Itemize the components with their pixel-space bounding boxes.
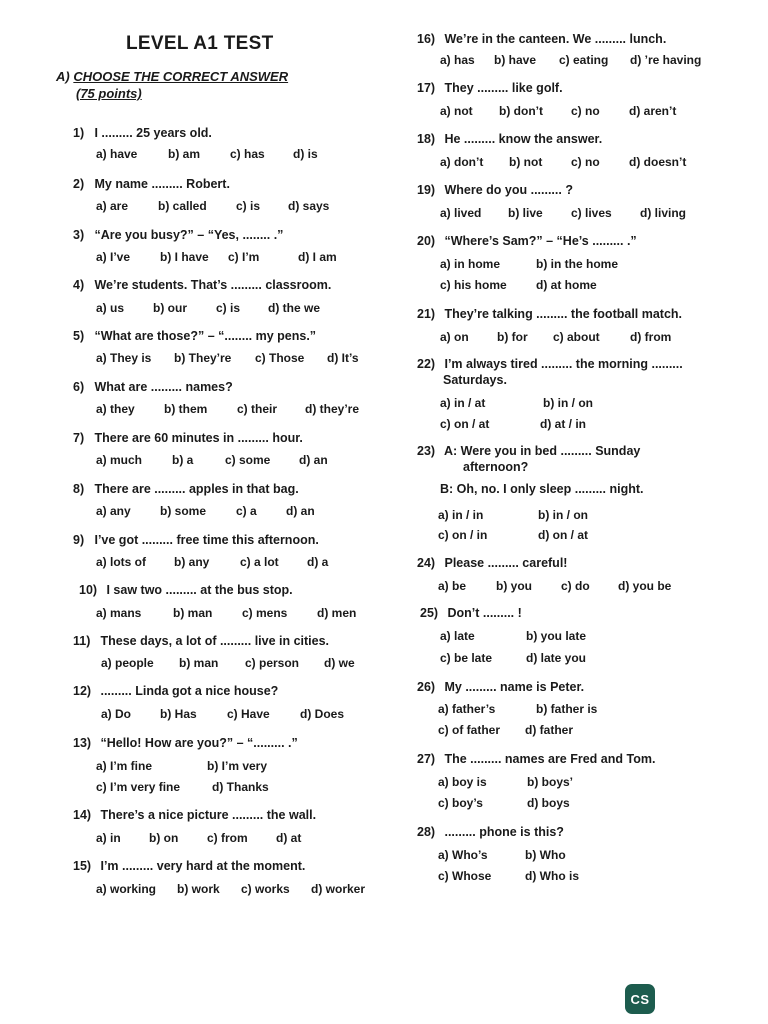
- answer-option[interactable]: d) boys: [527, 796, 570, 810]
- question-text: [417, 825, 564, 839]
- question-prompt: “Hello! How are you?” – “......... .”: [100, 736, 298, 750]
- answer-option[interactable]: a) much: [96, 453, 143, 467]
- question-prompt: My ......... name is Peter.: [444, 680, 585, 694]
- answer-option[interactable]: b) our: [153, 301, 187, 315]
- answer-option[interactable]: d) It’s: [327, 351, 359, 365]
- question-number: 10): [79, 583, 98, 597]
- answer-option[interactable]: a) have: [96, 147, 138, 161]
- answer-option[interactable]: b) I’m very: [207, 759, 268, 773]
- question-number: 9): [73, 533, 85, 547]
- answer-option[interactable]: c) a: [236, 504, 257, 518]
- question-text: [73, 431, 303, 445]
- answer-option[interactable]: b) father is: [536, 702, 598, 716]
- question-prompt: “What are those?” – “........ my pens.”: [94, 329, 317, 343]
- answer-option[interactable]: a) are: [96, 199, 129, 213]
- answer-option[interactable]: a) any: [96, 504, 131, 518]
- answer-option[interactable]: b) man: [179, 656, 219, 670]
- answer-option[interactable]: b) not: [509, 155, 543, 169]
- answer-option[interactable]: b) man: [173, 606, 213, 620]
- answer-option[interactable]: b) a: [172, 453, 194, 467]
- section-heading: [56, 68, 288, 102]
- answer-option[interactable]: a) Do: [101, 707, 131, 721]
- question-text: [417, 81, 563, 95]
- question-prompt: ......... Linda got a nice house?: [100, 684, 279, 698]
- question-number: 19): [417, 183, 436, 197]
- question-number: 17): [417, 81, 436, 95]
- answer-option[interactable]: b) They’re: [174, 351, 232, 365]
- answer-option[interactable]: d) living: [640, 206, 686, 220]
- answer-option[interactable]: b) am: [168, 147, 201, 161]
- answer-option[interactable]: a) be: [438, 579, 467, 593]
- question-prompt: He ......... know the answer.: [444, 132, 603, 146]
- question-number: 28): [417, 825, 436, 839]
- section-instruction: CHOOSE THE CORRECT ANSWER: [73, 69, 289, 84]
- question-prompt: There’s a nice picture ......... the wall.: [100, 808, 317, 822]
- question-number: 27): [417, 752, 436, 766]
- question-number: 5): [73, 329, 85, 343]
- answer-option[interactable]: b) work: [177, 882, 220, 896]
- answer-option[interactable]: c) a lot: [240, 555, 279, 569]
- answer-option[interactable]: a) in home: [440, 257, 501, 271]
- question-number: 25): [420, 606, 439, 620]
- answer-option[interactable]: b) called: [158, 199, 207, 213]
- question-prompt: “Are you busy?” – “Yes, ........ .”: [94, 228, 284, 242]
- answer-option[interactable]: a) late: [440, 629, 475, 643]
- question-number: 15): [73, 859, 92, 873]
- question-text: [73, 634, 329, 648]
- answer-option[interactable]: b) live: [508, 206, 543, 220]
- answer-option[interactable]: b) you late: [526, 629, 587, 643]
- answer-option[interactable]: a) in: [96, 831, 121, 845]
- answer-option[interactable]: d) doesn’t: [629, 155, 687, 169]
- section-letter: A): [56, 69, 70, 84]
- question-number: 4): [73, 278, 85, 292]
- question-text: [73, 859, 305, 873]
- question-number: 8): [73, 482, 85, 496]
- question-prompt: What are ......... names?: [94, 380, 233, 394]
- question-prompt: A: Were you in bed ......... Sunday: [444, 444, 641, 458]
- answer-option[interactable]: c) eating: [559, 53, 609, 67]
- answer-option[interactable]: a) they: [96, 402, 135, 416]
- question-prompt: I saw two ......... at the bus stop.: [106, 583, 293, 597]
- question-number: 22): [417, 357, 436, 371]
- answer-option[interactable]: d) they’re: [305, 402, 360, 416]
- answer-option[interactable]: d) we: [324, 656, 355, 670]
- answer-option[interactable]: b) for: [497, 330, 528, 344]
- answer-option[interactable]: a) not: [440, 104, 473, 118]
- question-number: 7): [73, 431, 85, 445]
- question-text: [73, 126, 212, 140]
- question-number: 13): [73, 736, 92, 750]
- answer-option[interactable]: c) boy’s: [438, 796, 483, 810]
- answer-option[interactable]: d) an: [299, 453, 328, 467]
- answer-option[interactable]: a) people: [101, 656, 154, 670]
- answer-option[interactable]: d) ’re having: [630, 53, 702, 67]
- question-prompt: These days, a lot of ......... live in cities.: [100, 634, 330, 648]
- answer-option[interactable]: c) I’m very fine: [96, 780, 181, 794]
- answer-option[interactable]: c) lives: [571, 206, 612, 220]
- question-prompt-continued: afternoon?: [463, 460, 529, 474]
- answer-option[interactable]: a) on: [440, 330, 469, 344]
- question-number: 1): [73, 126, 85, 140]
- question-prompt: We’re in the canteen. We ......... lunch.: [444, 32, 667, 46]
- answer-option[interactable]: b) you: [496, 579, 532, 593]
- answer-option[interactable]: b) boys’: [527, 775, 574, 789]
- answer-option[interactable]: c) is: [236, 199, 261, 213]
- question-text: [79, 583, 293, 597]
- answer-option[interactable]: d) Thanks: [212, 780, 269, 794]
- question-prompt-continued: Saturdays.: [443, 373, 507, 387]
- question-text: [73, 684, 278, 698]
- question-text: [417, 357, 683, 371]
- answer-option[interactable]: a) They is: [96, 351, 152, 365]
- question-prompt: There are 60 minutes in ......... hour.: [94, 431, 303, 445]
- question-text: [73, 329, 316, 343]
- answer-option[interactable]: b) on: [149, 831, 179, 845]
- question-text: [417, 556, 567, 570]
- answer-option[interactable]: a) boy is: [438, 775, 487, 789]
- question-number: 18): [417, 132, 436, 146]
- question-text: [417, 307, 682, 321]
- answer-option[interactable]: b) them: [164, 402, 208, 416]
- answer-option[interactable]: c) has: [230, 147, 265, 161]
- question-text: [73, 380, 233, 394]
- answer-option[interactable]: d) on / at: [538, 528, 588, 542]
- answer-option[interactable]: d) worker: [311, 882, 366, 896]
- answer-option[interactable]: c) be late: [440, 651, 493, 665]
- answer-option[interactable]: a) Who’s: [438, 848, 488, 862]
- answer-option[interactable]: d) late you: [526, 651, 587, 665]
- answer-option[interactable]: b) any: [174, 555, 210, 569]
- question-text: [73, 736, 298, 750]
- question-prompt: There are ......... apples in that bag.: [94, 482, 299, 496]
- question-number: 26): [417, 680, 436, 694]
- question-number: 20): [417, 234, 436, 248]
- answer-option[interactable]: a) lived: [440, 206, 482, 220]
- answer-option[interactable]: b) I have: [160, 250, 209, 264]
- question-text: [417, 132, 602, 146]
- question-number: 3): [73, 228, 85, 242]
- answer-option[interactable]: a) father’s: [438, 702, 496, 716]
- question-text: [417, 234, 637, 248]
- question-prompt: We’re students. That’s ......... classroom.: [94, 278, 332, 292]
- answer-option[interactable]: d) the we: [268, 301, 321, 315]
- answer-option[interactable]: a) in / in: [438, 508, 484, 522]
- answer-option[interactable]: c) is: [216, 301, 241, 315]
- answer-option[interactable]: c) Have: [227, 707, 270, 721]
- answer-option[interactable]: c) mens: [242, 606, 288, 620]
- answer-option[interactable]: d) men: [317, 606, 357, 620]
- answer-option[interactable]: d) at home: [536, 278, 597, 292]
- section-points: (75 points): [76, 86, 142, 101]
- answer-option[interactable]: b) in / on: [538, 508, 588, 522]
- answer-option[interactable]: d) an: [286, 504, 315, 518]
- answer-option[interactable]: c) of father: [438, 723, 501, 737]
- answer-option[interactable]: b) don’t: [499, 104, 543, 118]
- answer-option[interactable]: c) from: [207, 831, 248, 845]
- question-text: [73, 177, 230, 191]
- answer-option[interactable]: d) says: [288, 199, 330, 213]
- question-text: [417, 444, 640, 458]
- question-text: [417, 32, 666, 46]
- answer-option[interactable]: c) on / in: [438, 528, 488, 542]
- question-prompt: I’m ......... very hard at the moment.: [100, 859, 306, 873]
- question-number: 24): [417, 556, 436, 570]
- question-prompt: I ......... 25 years old.: [94, 126, 212, 140]
- answer-option[interactable]: a) working: [96, 882, 157, 896]
- question-prompt: “Where’s Sam?” – “He’s ......... .”: [444, 234, 637, 248]
- question-number: 6): [73, 380, 85, 394]
- answer-option[interactable]: d) I am: [298, 250, 337, 264]
- answer-option[interactable]: d) from: [630, 330, 672, 344]
- question-number: 11): [73, 634, 91, 648]
- answer-option[interactable]: c) works: [241, 882, 290, 896]
- answer-option[interactable]: d) father: [525, 723, 573, 737]
- answer-option[interactable]: a) has: [440, 53, 475, 67]
- question-text: [73, 808, 316, 822]
- answer-option[interactable]: a) in / at: [440, 396, 486, 410]
- answer-option[interactable]: b) in / on: [543, 396, 593, 410]
- question-text: [417, 752, 655, 766]
- answer-option[interactable]: b) some: [160, 504, 207, 518]
- question-prompt: I’ve got ......... free time this afternoon.: [94, 533, 319, 547]
- answer-option[interactable]: b) Has: [160, 707, 197, 721]
- answer-option[interactable]: d) a: [307, 555, 329, 569]
- answer-option[interactable]: b) have: [494, 53, 537, 67]
- answer-option[interactable]: a) don’t: [440, 155, 484, 169]
- question-prompt: Where do you ......... ?: [444, 183, 573, 197]
- question-prompt: I’m always tired ......... the morning .........: [444, 357, 683, 371]
- question-prompt-part-b: B: Oh, no. I only sleep ......... night.: [440, 482, 644, 496]
- answer-option[interactable]: d) aren’t: [629, 104, 677, 118]
- question-number: 16): [417, 32, 436, 46]
- answer-option[interactable]: c) Whose: [438, 869, 492, 883]
- question-prompt: Don’t ......... !: [447, 606, 522, 620]
- answer-option[interactable]: c) no: [571, 155, 600, 169]
- question-text: [73, 278, 331, 292]
- answer-option[interactable]: d) at / in: [540, 417, 586, 431]
- answer-option[interactable]: b) in the home: [536, 257, 618, 271]
- question-number: 21): [417, 307, 436, 321]
- question-text: [417, 183, 573, 197]
- answer-option[interactable]: a) I’m fine: [96, 759, 153, 773]
- question-text: [417, 680, 584, 694]
- answer-option[interactable]: d) at: [276, 831, 302, 845]
- answer-option[interactable]: a) mans: [96, 606, 142, 620]
- question-prompt: ......... phone is this?: [444, 825, 564, 839]
- answer-option[interactable]: d) Does: [300, 707, 345, 721]
- question-text: [73, 228, 283, 242]
- answer-option[interactable]: d) is: [293, 147, 318, 161]
- question-text: [73, 533, 319, 547]
- page-title: LEVEL A1 TEST: [126, 33, 274, 54]
- question-prompt: Please ......... careful!: [444, 556, 568, 570]
- answer-option[interactable]: c) no: [571, 104, 600, 118]
- answer-option[interactable]: c) do: [561, 579, 590, 593]
- question-number: 23): [417, 444, 436, 458]
- answer-option[interactable]: c) some: [225, 453, 271, 467]
- question-text: [73, 482, 299, 496]
- answer-option[interactable]: c) about: [553, 330, 600, 344]
- answer-option[interactable]: d) Who is: [525, 869, 579, 883]
- question-text: [420, 606, 522, 620]
- question-number: 2): [73, 177, 85, 191]
- answer-option[interactable]: c) his home: [440, 278, 507, 292]
- answer-option[interactable]: c) on / at: [440, 417, 490, 431]
- question-prompt: They’re talking ......... the football match.: [444, 307, 683, 321]
- answer-option[interactable]: c) person: [245, 656, 300, 670]
- answer-option[interactable]: a) us: [96, 301, 125, 315]
- question-number: 14): [73, 808, 92, 822]
- answer-option[interactable]: c) Those: [255, 351, 305, 365]
- camscanner-logo: CS: [625, 984, 655, 1014]
- question-prompt: My name ......... Robert.: [94, 177, 230, 191]
- question-number: 12): [73, 684, 92, 698]
- answer-option[interactable]: a) lots of: [96, 555, 146, 569]
- question-prompt: The ......... names are Fred and Tom.: [444, 752, 656, 766]
- answer-option[interactable]: a) I’ve: [96, 250, 131, 264]
- answer-option[interactable]: b) Who: [525, 848, 566, 862]
- answer-option[interactable]: c) I’m: [228, 250, 260, 264]
- answer-option[interactable]: d) you be: [618, 579, 672, 593]
- answer-option[interactable]: c) their: [237, 402, 278, 416]
- question-prompt: They ......... like golf.: [444, 81, 563, 95]
